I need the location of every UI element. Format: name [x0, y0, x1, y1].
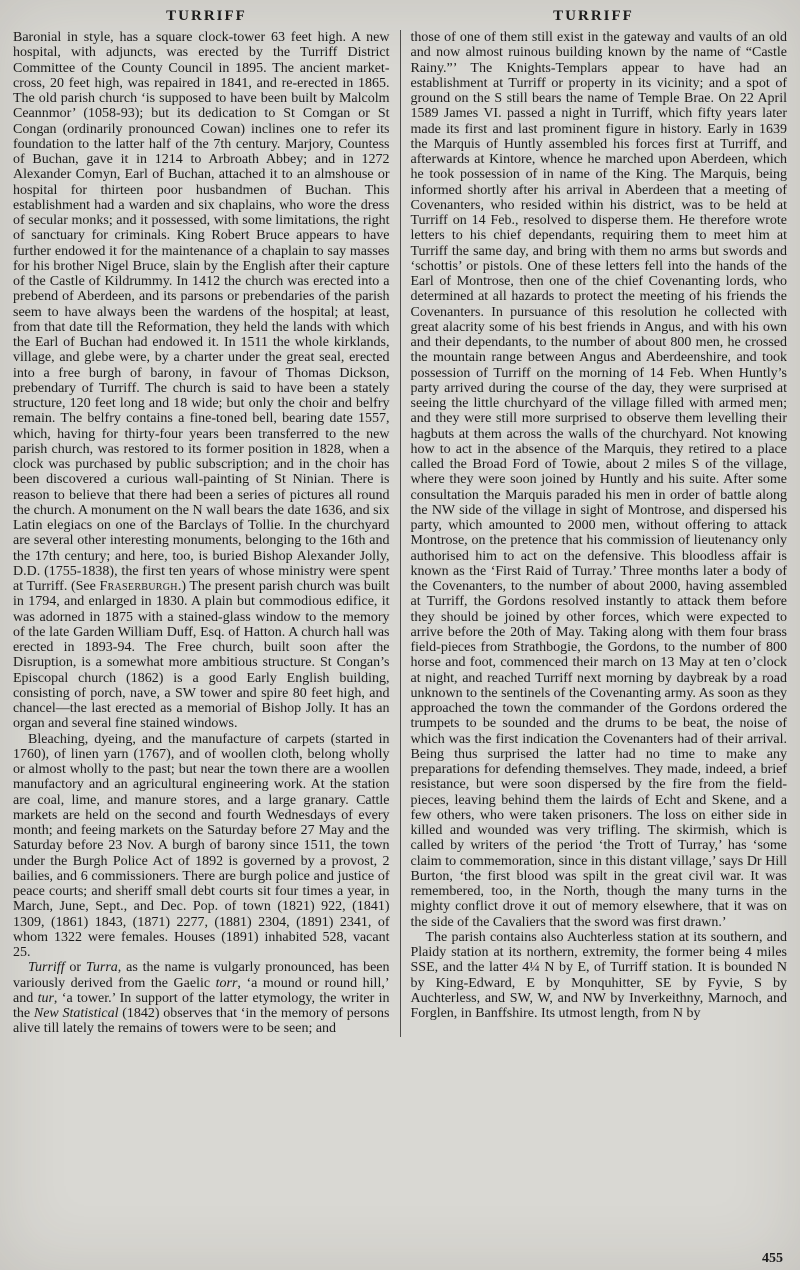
text-run: .) The present parish church was built in 1794, and enlarged in 1830. A plain but commodious edifice, it was adorned in 1875 with a stained-glass window to the memory of the late Garden William Duff, Esq. of Hatton. A church hall was erected in 1893-94. The Free church, built soon after the Disruption, is a somewhat more ambitious structure. St Congan’s Episcopal church (1862) is a good Early English building, consisting of porch, nave, a SW tower and spire 80 feet high, and chancel—the last erected as a memorial of Bishop Jolly. It has an organ and several fine stained windows. — [13, 579, 390, 732]
text-run: or — [64, 960, 86, 976]
paragraph — [411, 930, 788, 1022]
text-columns — [13, 30, 787, 1037]
text-run: , as the name is vulgarly pronounced, has been variously derived from the Gaelic — [13, 960, 390, 991]
text-run: tur — [37, 990, 54, 1006]
text-run: those of one of them still exist in the gateway and vaults of an old and now almost ruinous building known by the name of “Castle Rainy.”’ The Knights-Templars appear to have had an establishment at Turriff or property in its vicinity; and a spot of ground on the S still bears the name of Temple Brae. On 22 April 1589 James VI. passed a night in Turriff, which fifty years later made its first and last prominent figure in history. Early in 1639 the Marquis of Huntly assembled his forces first at Turriff, and afterwards at Kintore, whence he marched upon Aberdeen, which he took possession of in name of the King. The Marquis, being informed shortly after his arrival in Aberdeen that a meeting of Covenanters, who resided within his district, was to be held at Turriff on 14 Feb., resolved to disperse them. He therefore wrote letters to his chief dependants, requiring them to meet him at Turriff the same day, and bring with them no arms but swords and ‘schottis’ or pistols. One of these letters fell into the hands of the Earl of Montrose, then one of the chief Covenanting lords, who determined at all hazards to protect the meeting of his friends the Covenanters. In pursuance of this resolution he collected with great alacrity some of his best friends in Angus, and with his own and their dependants, to the number of about 800 men, he crossed the mountain range between Angus and Aberdeenshire, and took possession of Turriff on the morning of 14 Feb. When Huntly’s party arrived during the course of the day, they were surprised at seeing the little churchyard of the village filled with armed men; and they were still more surprised to observe them levelling their hagbuts at them across the walls of the churchyard. Not knowing how to act in the absence of the Marquis, they retired to a place called the Broad Ford of Towie, about 2 miles S of the village, where they were soon joined by Huntly and his suite. After some consultation the Marquis paraded his men in order of battle along the NW side of the village in sight of Montrose, and dispersed his party, which amounted to 2000 men, without offering to attack Montrose, on the pretence that his commission of lieutenancy only authorised him to act on the defensive. This bloodless affair is known as the ‘First Raid of Turray.’ Three months later a body of the Covenanters, to the number of about 2000, having assembled at Turriff, the Gordons resolved instantly to attack them before they should be joined by other forces, which were expected to arrive before the 20th of May. Taking along with them four brass field-pieces from Strathbogie, the Gordons, to the number of 800 horse and foot, commenced their march on 13 May at ten o’clock at night, and reached Turriff next morning by daybreak by a road unknown to the sentinels of the Covenanting army. As soon as they approached the town the commander of the Gordons ordered the trumpets to be sounded and the drums to be beat, the noise of which was the first indication the Covenanters had of their arrival. Being thus surprised the latter had no time to make any preparations for defending themselves. They made, indeed, a brief resistance, but were soon dispersed by the fire from the field-pieces, leaving behind them the lairds of Echt and Skene, and a few others, who were taken prisoners. The loss on either side in killed and wounded was very trifling. The skirmish, which is called by writers of the period ‘the Trott of Turray,’ has ‘some claim to commemoration, since in this distant village,’ says Dr Hill Burton, ‘the first blood was spilt in the great civil war. It was remembered, too, in the North, though the many turns in the mighty conflict drove it out of memory elsewhere, that it was on the side of the Cavaliers that the sword was first drawn.’ — [410, 30, 787, 930]
paragraph — [411, 30, 788, 930]
paragraph — [13, 30, 390, 732]
page-number: 455 — [762, 1251, 783, 1266]
cross-reference: Fraserburgh — [99, 579, 178, 594]
text-run: (1842) observes that ‘in the memory of persons alive till lately the remains of towers were to be seen; and — [13, 1006, 390, 1037]
text-run: Bleaching, dyeing, and the manufacture of carpets (started in 1760), of linen yarn (1767), and of woollen cloth, belong wholly or almost wholly to the past; but near the town there are a woollen manufactory and an agricultural engineering work. At the station are coal, lime, and manure stores, and a large granary. Cattle markets are held on the second and fourth Wednesdays of every month; and feeing markets on the Saturday before 27 May and the Saturday before 23 Nov. A burgh of barony since 1511, the town under the Burgh Police Act of 1892 is governed by a provost, 2 bailies, and 6 commissioners. There are burgh police and justice of peace courts; and sheriff small debt courts sit four times a year, in March, June, Sept., and Dec. Pop. of town (1821) 922, (1841) 1309, (1861) 1843, (1871) 2277, (1881) 2304, (1891) 2341, of whom 1322 were females. Houses (1891) inhabited 528, vacant 25. — [13, 731, 390, 960]
text-run: , ‘a tower.’ In support of the latter etymology, the writer in the — [13, 990, 390, 1021]
text-run: Baronial in style, has a square clock-tower 63 feet high. A new hospital, with adjuncts, was erected by the Turriff District Committee of the County Council in 1895. The ancient market-cross, 20 feet high, was repaired in 1841, and re-erected in 1865. The old parish church ‘is supposed to have been built by Malcolm Ceannmor’ (1058-93); but its dedication to St Comgan or St Congan (ordinarily pronounced Cowan) inclines one to refer its foundation to the latter half of the 7th century. Marjory, Countess of Buchan, gave it in 1214 to Arbroath Abbey; and in 1272 Alexander Comyn, Earl of Buchan, attached it to an almshouse or hospital for thirteen poor husbandmen of Buchan. This establishment had a warden and six chaplains, who wore the dress of secular monks; and it possessed, with some limitations, the right of sanctuary for criminals. King Robert Bruce appears to have further endowed it for the maintenance of a chaplain to say masses for his brother Nigel Bruce, slain by the English after their capture of the Castle of Kildrummy. In 1412 the church was erected into a prebend of Aberdeen, and its parsons or prebendaries of the parish seem to have always been the wardens of the hospital; at least, from that date till the Reformation, they held the lands with which the Earl of Buchan had endowed it. In 1511 the whole kirklands, village, and glebe were, by a charter under the great seal, erected into a free burgh of barony, in favour of Thomas Dickson, prebendary of Turriff. The church is said to have been a stately structure, 120 feet long and 18 wide; but only the choir and belfry remain. The belfry contains a fine-toned bell, bearing date 1557, which, having for thirty-four years been transferred to the new parish church, was restored to its former position in 1828, when a clock was purchased by public subscription; and in the choir has been discovered a curious wall-painting of St Ninian. There is reason to believe that there had been a series of pictures all round the church. A monument on the N wall bears the date 1636, and six Latin elegiacs on one of the Barclays of Tollie. In the churchyard are several other interesting monuments, belonging to the 16th and the 17th century; and here, too, is buried Bishop Alexander Jolly, D.D. (1755-1838), the first ten years of whose ministry were spent at Turriff. (See — [13, 30, 390, 594]
running-header-left: TURRIFF — [166, 8, 247, 24]
text-run: torr — [215, 975, 238, 991]
text-run: Turriff — [28, 960, 65, 976]
column-left — [13, 30, 401, 1037]
paragraph — [13, 732, 390, 961]
text-run: New Statistical — [33, 1006, 119, 1021]
text-run: The parish contains also Auchterless station at its southern, and Plaidy station at its northern, extremity, the former being 4 miles SSE, and the latter 4¼ N by E, of Turriff station. It is bounded N by King-Edward, E by Monquhitter, SE by Fyvie, S by Auchterless, and SW, W, and NW by Inverkeithny, Marnoch, and Forglen, in Banffshire. Its utmost length, from N by — [410, 929, 787, 1021]
text-run: Turra — [85, 960, 118, 976]
text-run: , ‘a mound or round hill,’ and — [13, 975, 390, 1006]
paragraph — [13, 960, 390, 1036]
running-header-right: TURRIFF — [553, 8, 634, 24]
column-right — [401, 30, 788, 1037]
running-headers — [13, 8, 787, 25]
